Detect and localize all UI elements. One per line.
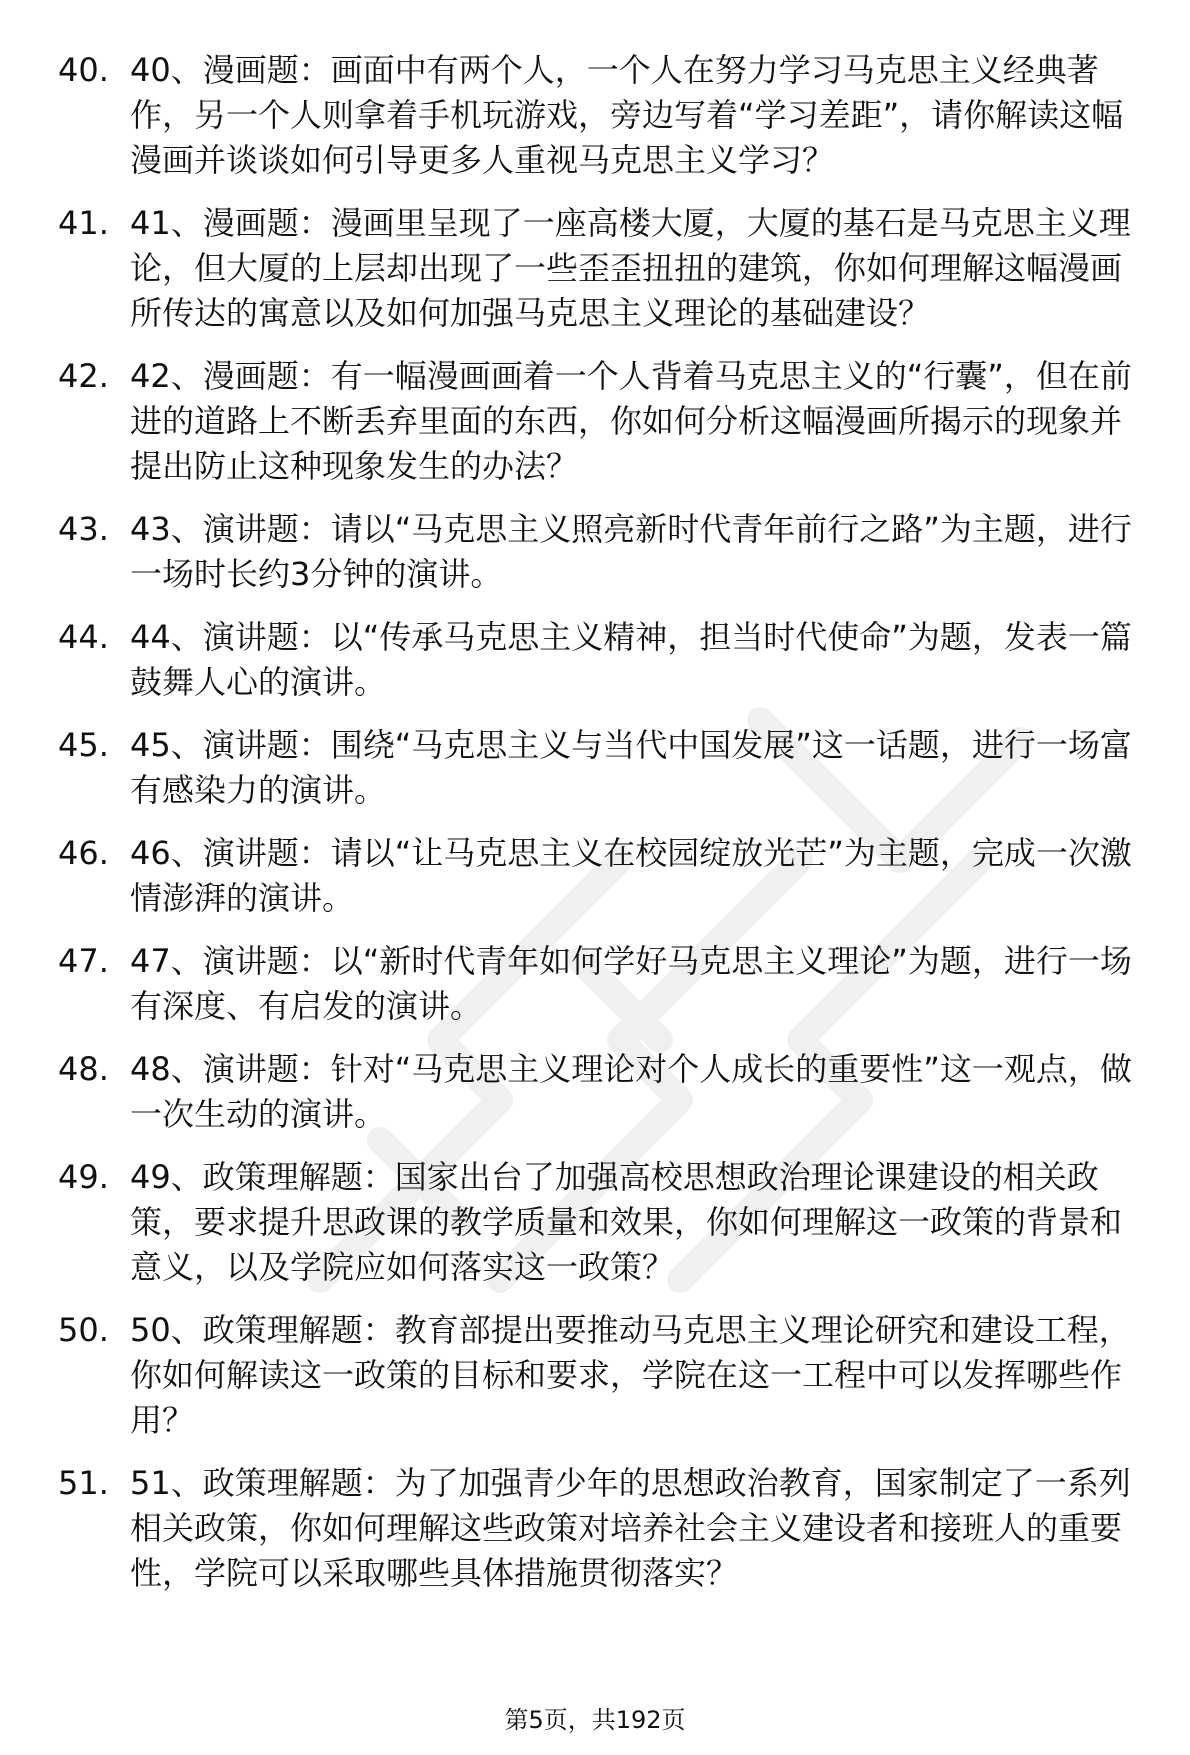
list-item [58,615,1148,705]
list-item [58,201,1148,336]
question-text: 41、漫画题：漫画里呈现了一座高楼大厦，大厦的基石是马克思主义理论，但大厦的上层却出现了一些歪歪扭扭的建筑，你如何理解这幅漫画所传达的寓意以及如何加强马克思主义理论的基础建设？ [130,204,1131,332]
question-text: 40、漫画题：画面中有两个人，一个人在努力学习马克思主义经典著作，另一个人则拿着手机玩游戏，旁边写着“学习差距”，请你解读这幅漫画并谈谈如何引导更多人重视马克思主义学习？ [130,51,1124,179]
list-item [58,723,1148,813]
question-number: 51. [58,1464,109,1502]
list-item [58,1155,1148,1290]
list-item [58,939,1148,1029]
list-item [58,1461,1148,1596]
question-text: 43、演讲题：请以“马克思主义照亮新时代青年前行之路”为主题，进行一场时长约3分钟的演讲。 [130,510,1132,593]
question-text: 46、演讲题：请以“让马克思主义在校园绽放光芒”为主题，完成一次激情澎湃的演讲。 [130,834,1132,917]
question-number: 44. [58,618,109,656]
question-text: 49、政策理解题：国家出台了加强高校思想政治理论课建设的相关政策，要求提升思政课的教学质量和效果，你如何理解这一政策的背景和意义，以及学院应如何落实这一政策？ [130,1158,1123,1286]
question-number: 42. [58,357,109,395]
question-number: 50. [58,1311,109,1349]
list-item [58,354,1148,489]
question-number: 47. [58,942,109,980]
question-text: 48、演讲题：针对“马克思主义理论对个人成长的重要性”这一观点，做一次生动的演讲。 [130,1050,1132,1133]
question-number: 40. [58,51,109,89]
page-footer [0,1705,1190,1735]
question-number: 41. [58,204,109,242]
page-number-label: 第5页，共192页 [504,1706,686,1734]
question-text: 45、演讲题：围绕“马克思主义与当代中国发展”这一话题，进行一场富有感染力的演讲。 [130,726,1132,809]
question-number: 45. [58,726,109,764]
list-item [58,507,1148,597]
question-text: 51、政策理解题：为了加强青少年的思想政治教育，国家制定了一系列相关政策，你如何理解这些政策对培养社会主义建设者和接班人的重要性，学院可以采取哪些具体措施贯彻落实？ [130,1464,1131,1592]
question-number: 49. [58,1158,109,1196]
question-list [58,48,1148,1614]
list-item [58,1047,1148,1137]
list-item [58,48,1148,183]
list-item [58,831,1148,921]
list-item [58,1308,1148,1443]
question-text: 47、演讲题：以“新时代青年如何学好马克思主义理论”为题，进行一场有深度、有启发的演讲。 [130,942,1132,1025]
question-number: 46. [58,834,109,872]
question-text: 42、漫画题：有一幅漫画画着一个人背着马克思主义的“行囊”，但在前进的道路上不断丢弃里面的东西，你如何分析这幅漫画所揭示的现象并提出防止这种现象发生的办法？ [130,357,1132,485]
question-text: 50、政策理解题：教育部提出要推动马克思主义理论研究和建设工程，你如何解读这一政策的目标和要求，学院在这一工程中可以发挥哪些作用？ [130,1311,1131,1439]
question-number: 43. [58,510,109,548]
question-text: 44、演讲题：以“传承马克思主义精神，担当时代使命”为题，发表一篇鼓舞人心的演讲。 [130,618,1132,701]
question-number: 48. [58,1050,109,1088]
